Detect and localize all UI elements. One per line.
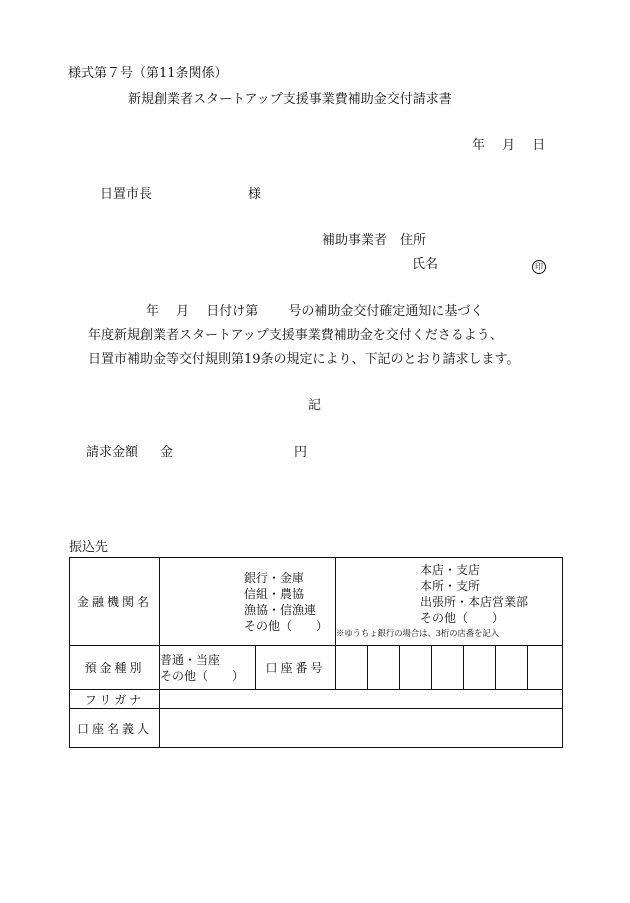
account-digit-7[interactable] — [528, 646, 563, 690]
account-digit-2[interactable] — [368, 646, 400, 690]
address-label: 住所 — [400, 233, 427, 248]
seal-icon: 印 — [532, 260, 546, 274]
deposit-type-1: 普通・当座 — [160, 652, 221, 667]
deposit-row — [70, 646, 563, 690]
branch-type-cell[interactable] — [336, 558, 563, 646]
branch-note: ※ゆうちょ銀行の場合は、3桁の店番を記入 — [336, 628, 499, 639]
ki-mark: 記 — [308, 398, 322, 413]
branch-type-4: その他（ ） — [420, 610, 505, 625]
account-holder-field[interactable] — [160, 709, 563, 748]
deposit-type-cell[interactable] — [160, 646, 256, 690]
transfer-heading: 振込先 — [69, 540, 109, 555]
body-line-2: 年度新規創業者スタートアップ支援事業費補助金を交付くださるよう、 — [88, 328, 503, 343]
applicant-label: 補助事業者 — [322, 233, 388, 248]
addressee-honorific: 様 — [248, 187, 262, 202]
date-line: 年 月 日 — [472, 138, 546, 153]
seal-mark — [532, 258, 546, 274]
furigana-row — [70, 690, 563, 709]
account-digit-6[interactable] — [496, 646, 528, 690]
furigana-label: フリガナ — [70, 690, 160, 709]
institution-type-1: 銀行・金庫 — [244, 570, 305, 585]
account-number-label: 口座番号 — [256, 646, 336, 690]
document-title: 新規創業者スタートアップ支援事業費補助金交付請求書 — [128, 92, 452, 107]
furigana-field[interactable] — [160, 690, 563, 709]
account-digit-1[interactable] — [336, 646, 368, 690]
body-line-1: 年 月 日付け第 号の補助金交付確定通知に基づく — [146, 304, 484, 319]
account-digit-3[interactable] — [400, 646, 432, 690]
transfer-table — [69, 557, 563, 748]
institution-label: 金融機関名 — [70, 558, 160, 646]
branch-type-1: 本店・支店 — [420, 562, 481, 577]
account-holder-label: 口座名義人 — [70, 709, 160, 748]
institution-type-4: その他（ ） — [244, 618, 329, 633]
name-label: 氏名 — [412, 257, 439, 272]
institution-type-2: 信組・農協 — [244, 586, 305, 601]
account-digit-4[interactable] — [432, 646, 464, 690]
addressee-name: 日置市長 — [100, 187, 153, 202]
amount-prefix: 金 — [160, 445, 174, 460]
body-line-3: 日置市補助金等交付規則第19条の規定により、下記のとおり請求します。 — [88, 352, 520, 367]
account-digit-5[interactable] — [464, 646, 496, 690]
institution-type-cell[interactable] — [160, 558, 336, 646]
deposit-type-label: 預金種別 — [70, 646, 160, 690]
branch-type-2: 本所・支所 — [420, 578, 481, 593]
form-number: 様式第７号（第11条関係） — [68, 66, 228, 81]
branch-type-3: 出張所・本店営業部 — [420, 594, 529, 609]
institution-row — [70, 558, 563, 646]
holder-row — [70, 709, 563, 748]
deposit-type-2: その他（ ） — [160, 668, 245, 683]
amount-unit: 円 — [294, 445, 308, 460]
institution-type-3: 漁協・信漁連 — [244, 602, 317, 617]
amount-label: 請求金額 — [86, 445, 139, 460]
